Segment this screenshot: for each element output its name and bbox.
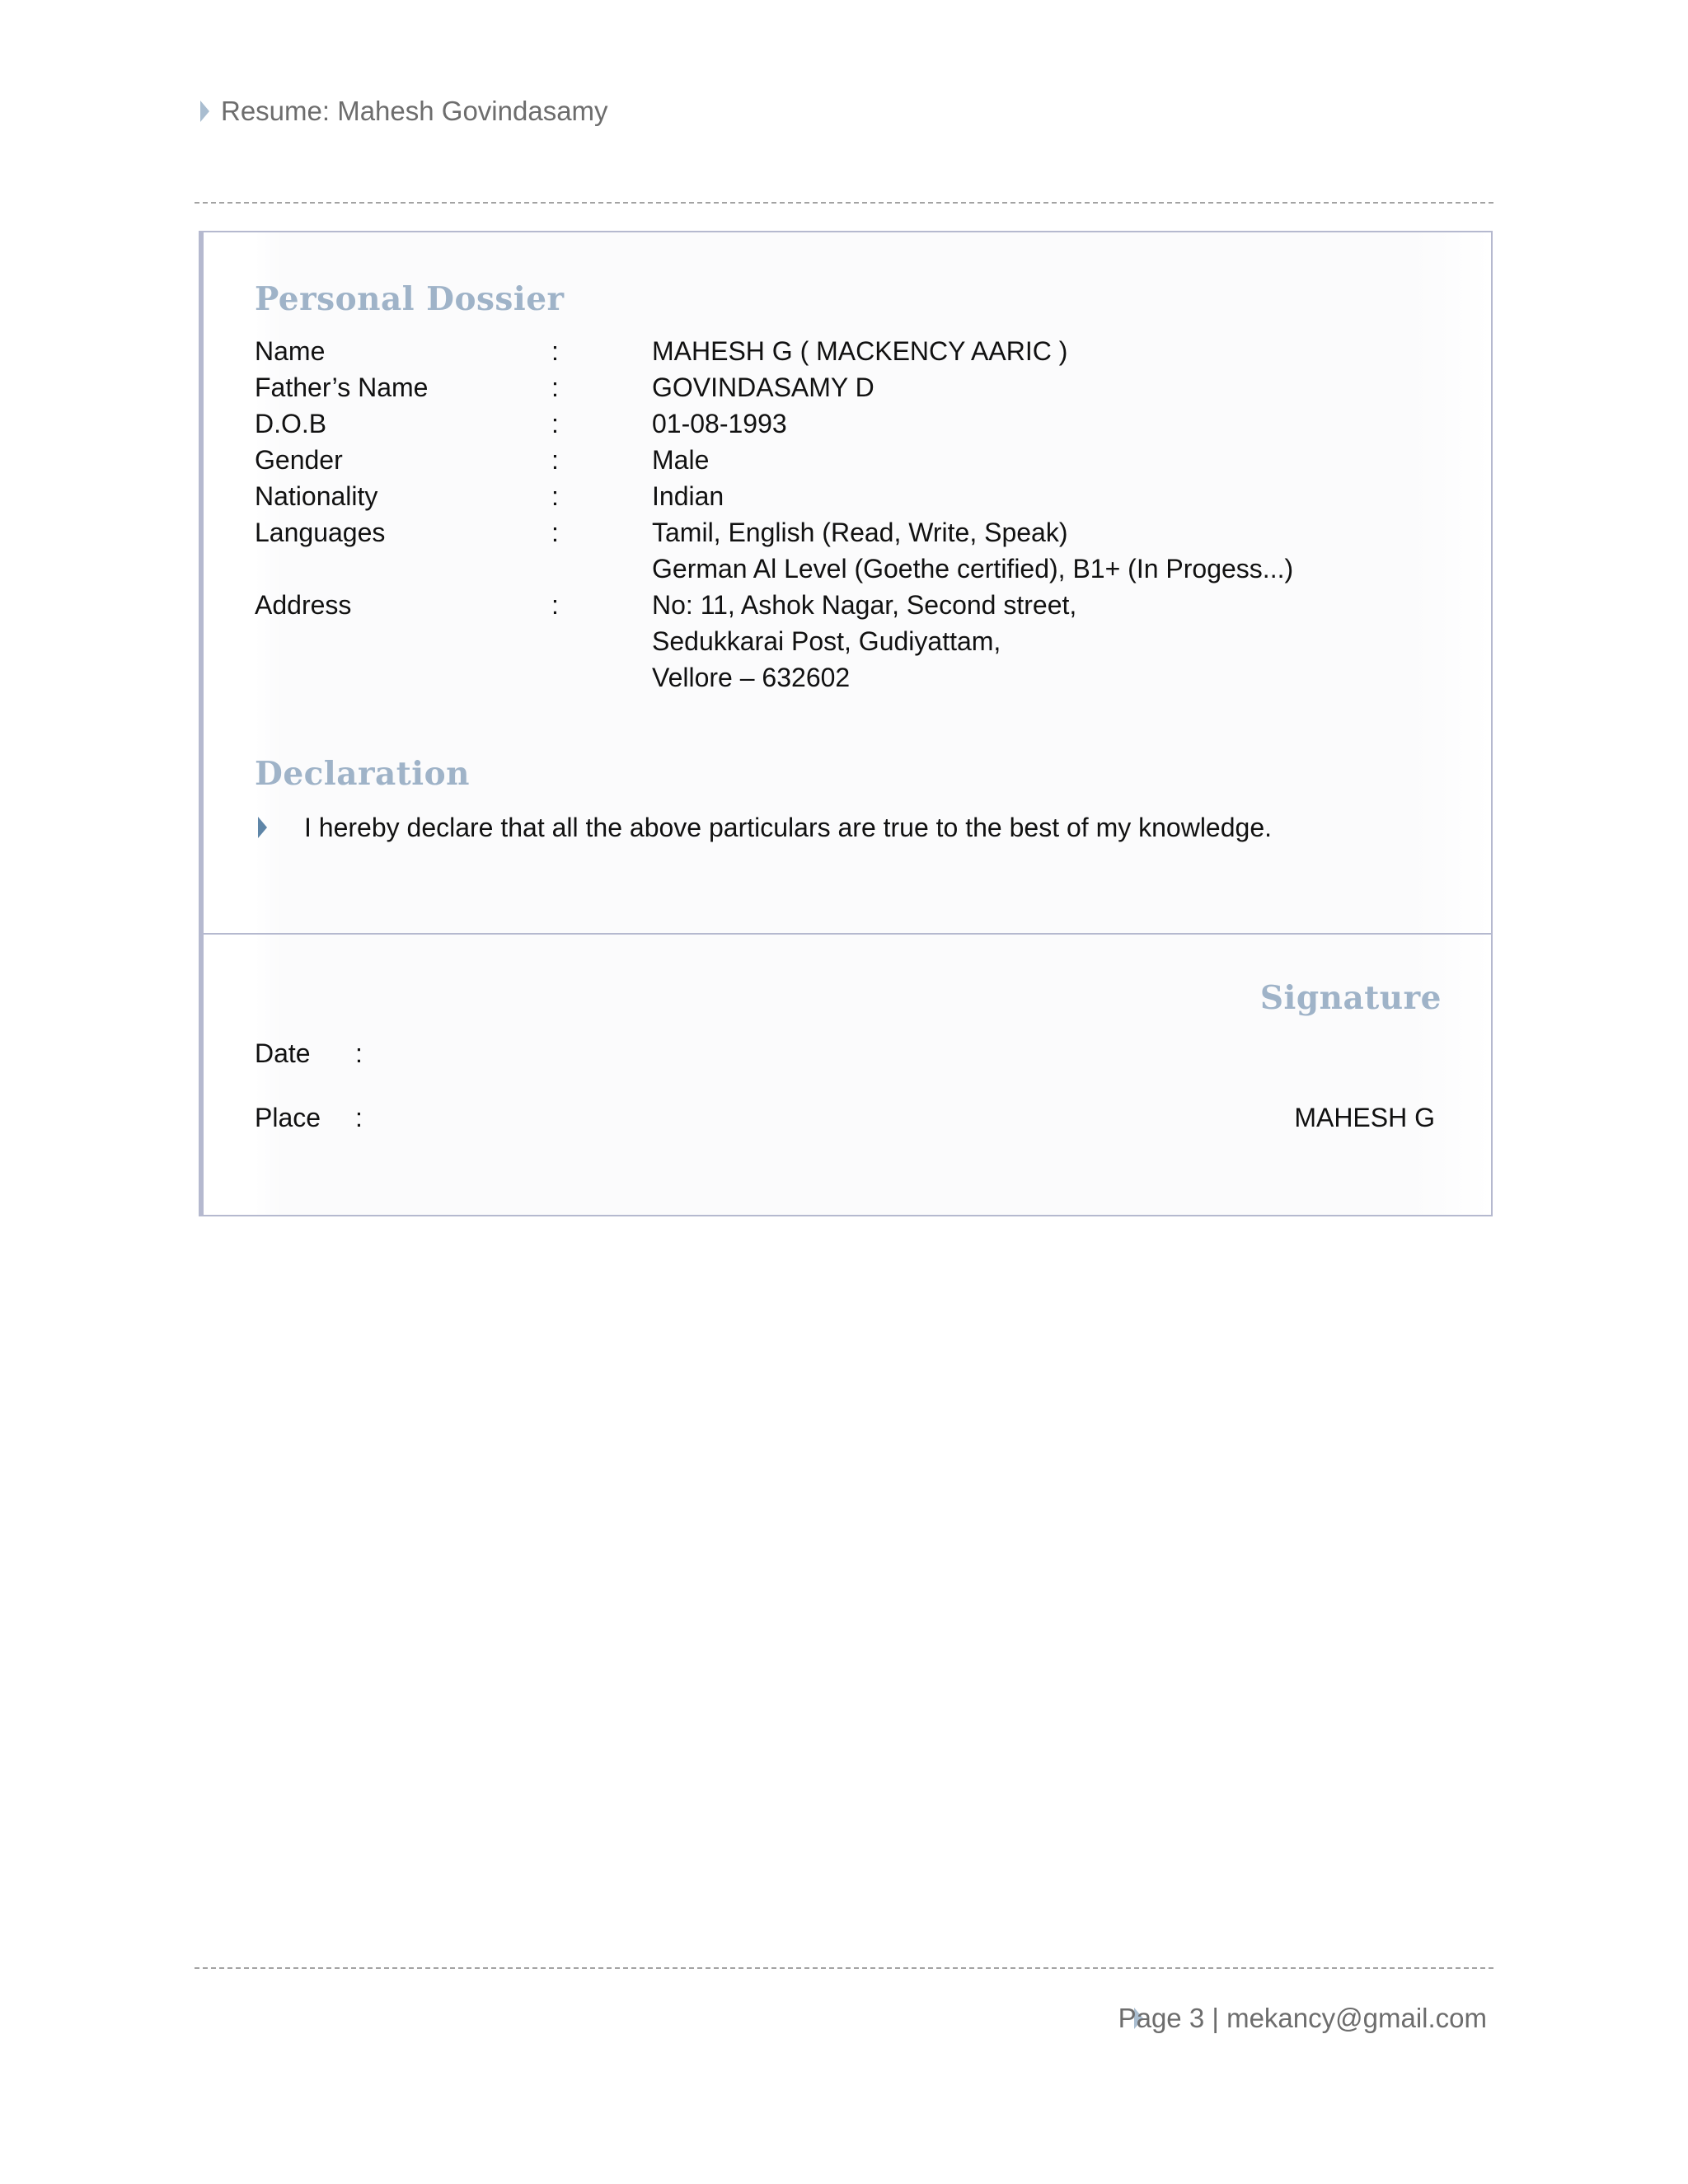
- dossier-row-fathers-name: [255, 369, 1450, 405]
- dossier-value: Tamil, English (Read, Write, Speak): [652, 518, 1068, 547]
- dossier-separator: :: [551, 409, 559, 438]
- dossier-value: MAHESH G ( MACKENCY AARIC ): [652, 336, 1068, 366]
- dossier-value: Male: [652, 445, 710, 475]
- dossier-label: Gender: [255, 445, 343, 475]
- dossier-row-nationality: [255, 478, 1450, 514]
- signature-name: MAHESH G: [1294, 1103, 1435, 1132]
- dossier-row-name: [255, 333, 1450, 369]
- dossier-label: D.O.B: [255, 409, 327, 438]
- dossier-value: Vellore – 632602: [652, 663, 851, 692]
- dossier-row-languages: [255, 514, 1450, 551]
- resume-panel: [199, 231, 1493, 1216]
- signature-title: Signature: [1259, 979, 1442, 1017]
- declaration-bullet-icon: [258, 817, 267, 838]
- dossier-label: Name: [255, 336, 326, 366]
- header-bullet-icon: [200, 101, 209, 122]
- date-label: Date: [255, 1038, 311, 1068]
- header-divider: [195, 202, 1493, 204]
- declaration-text: I hereby declare that all the above particulars are true to the best of my knowledge.: [304, 813, 1272, 842]
- place-separator: :: [355, 1103, 363, 1132]
- panel-divider: [204, 933, 1491, 935]
- dossier-label: Nationality: [255, 481, 378, 511]
- place-field: [255, 1099, 363, 1136]
- dossier-value: GOVINDASAMY D: [652, 373, 874, 402]
- dossier-separator: :: [551, 518, 559, 547]
- dossier-separator: :: [551, 336, 559, 366]
- dossier-row-dob: [255, 405, 1450, 442]
- dossier-row-address-line-2: [255, 623, 1450, 659]
- dossier-label: Father’s Name: [255, 373, 429, 402]
- dossier-row-gender: [255, 442, 1450, 478]
- place-label: Place: [255, 1103, 321, 1132]
- dossier-separator: :: [551, 590, 559, 620]
- footer-page-info: Page 3 | mekancy@gmail.com: [1118, 2003, 1487, 2033]
- dossier-value: Sedukkarai Post, Gudiyattam,: [652, 626, 1001, 656]
- dossier-separator: :: [551, 373, 559, 402]
- dossier-row-address-line-3: [255, 659, 1450, 696]
- dossier-value: German Al Level (Goethe certified), B1+ (In Progess...): [652, 554, 1294, 583]
- dossier-row-address: [255, 587, 1450, 623]
- footer-divider: [195, 1967, 1493, 1969]
- dossier-separator: :: [551, 481, 559, 511]
- date-field: [255, 1035, 363, 1071]
- dossier-value: 01-08-1993: [652, 409, 787, 438]
- header-title: Resume: Mahesh Govindasamy: [221, 96, 608, 126]
- date-separator: :: [355, 1038, 363, 1068]
- dossier-label: Address: [255, 590, 352, 620]
- dossier-row-languages-continued: [255, 551, 1450, 587]
- dossier-label: Languages: [255, 518, 386, 547]
- personal-dossier-title: Personal Dossier: [255, 280, 565, 318]
- dossier-value: Indian: [652, 481, 724, 511]
- declaration-title: Declaration: [255, 755, 470, 793]
- dossier-value: No: 11, Ashok Nagar, Second street,: [652, 590, 1077, 620]
- dossier-separator: :: [551, 445, 559, 475]
